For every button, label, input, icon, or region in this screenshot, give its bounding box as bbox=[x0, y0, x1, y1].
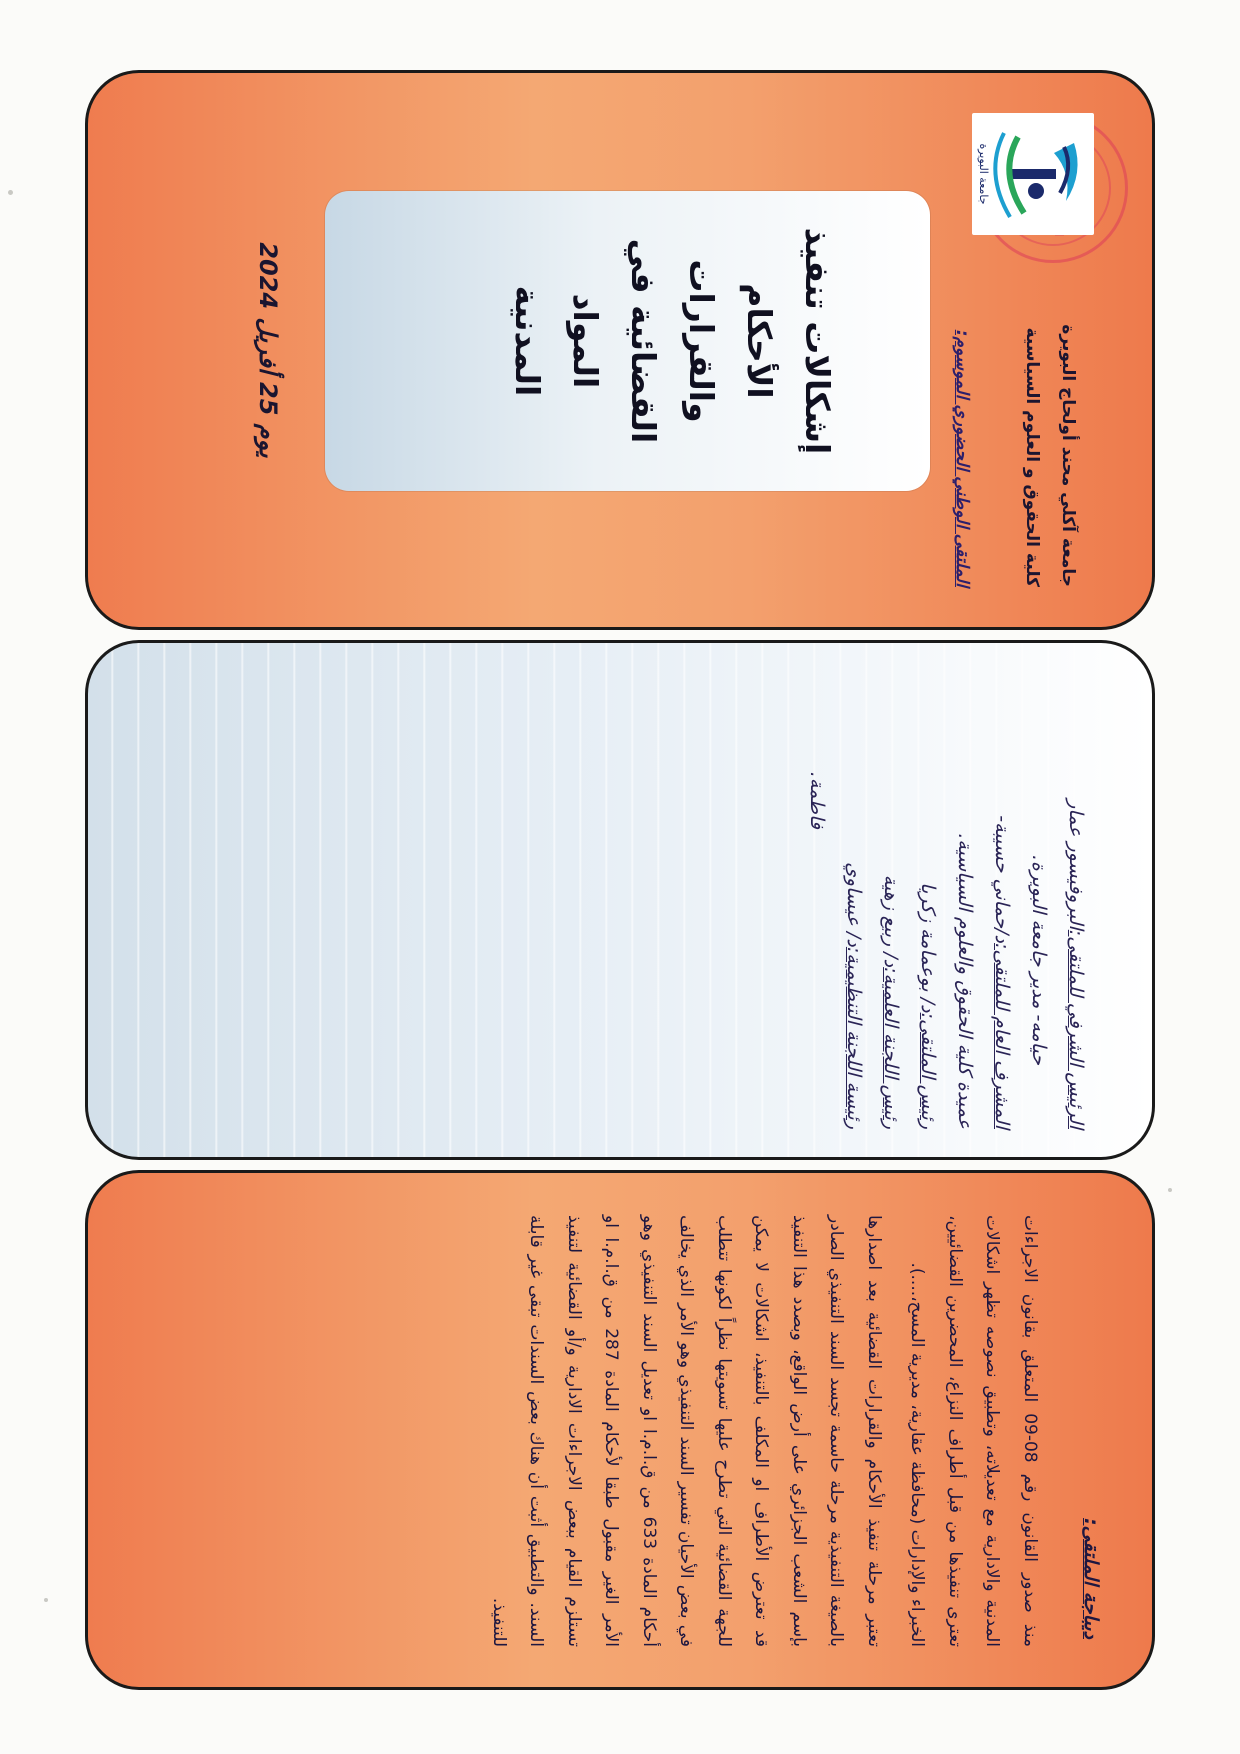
committee-line bbox=[798, 691, 835, 1129]
committee-role: المشرف العام للملتقى: bbox=[991, 943, 1013, 1129]
title-line: إشكالات تنفيذ الأحكام bbox=[740, 227, 837, 455]
university-logo-icon bbox=[972, 113, 1094, 235]
logo-caption: جامعة البويرة bbox=[977, 143, 990, 205]
rationale-paragraph: تعتبر مرحلة تنفيذ الأحكام والقرارات القضائية بعد اصدارها بالصيغة التنفيذية مرحلة حاسمة تجسد السند التنفيذي الصادر بإسم الشعب الجزائري على أرض الواقع، وبصدد هذا التنفيذ قد تعترض الأطراف او المكلف بالتنفيذ، اشكالات لا يمكن للجهة القضائية التي تطرح عليها تسويتها نظراً لكونها تتطلب في بعض الأحيان تفسير السند التنفيذي وهو الأمر الذي يخالف أحكام المادة 633 من ق.ا.م.ا او تعديل السند التنفيذي وهو الأمر الغير مقبول طبقا لأحكام المادة 287 من ق.ا.م.ا او تستلزم القيام ببعض الاجراءات الادارية و/أو القضائية لتنفيذ السند. والتطبيق أثبت أن هناك بعض السندات تبقى غير قابلة للتنفيذ. bbox=[489, 1215, 884, 1648]
committee-role: رئيسة اللجنة التنظيمية: bbox=[843, 946, 865, 1129]
committee-list bbox=[798, 691, 1094, 1129]
committee-member: د/ بوعمامة زكريا bbox=[917, 882, 939, 1013]
cover-panel bbox=[85, 70, 1155, 630]
committee-line bbox=[835, 691, 872, 1129]
committee-member: د/حماني حسيبة- bbox=[991, 815, 1013, 944]
committee-line bbox=[872, 691, 909, 1129]
university-logo bbox=[972, 113, 1094, 235]
university-name: جامعة آكلي محند أولحاج البويرة bbox=[1058, 324, 1078, 587]
committee-role: رئيس اللجنة العلمية: bbox=[880, 967, 902, 1129]
committee-role: رئيس الملتقى: bbox=[917, 1012, 939, 1129]
committee-member: د/ عيساوي bbox=[843, 862, 865, 947]
committee-member: د/ ربيع زهية bbox=[880, 874, 902, 968]
rationale-heading: ديباجة الملتقى: bbox=[1080, 1518, 1102, 1639]
rationale-body bbox=[474, 1215, 1049, 1647]
title-line: المدنية bbox=[508, 285, 547, 397]
title-line: والقرارات القضائية في المواد bbox=[566, 238, 721, 444]
committee-member: البروفيسور عمار bbox=[1065, 799, 1087, 930]
committee-member: عميدة كلية الحقوق والعلوم السياسية. bbox=[954, 833, 976, 1129]
committee-line bbox=[1020, 691, 1057, 1129]
title-box bbox=[325, 191, 930, 491]
committee-line bbox=[909, 691, 946, 1129]
committee-role: الرئيس الشرفي للملتقى: bbox=[1065, 929, 1087, 1129]
event-title bbox=[498, 191, 846, 491]
committee-member: فاطمة. bbox=[806, 771, 828, 829]
forum-name: الملتقى الوطني الحضوري الموسوم: bbox=[952, 329, 972, 587]
committee-member: حيامه- مدير جامعة البويرة. bbox=[1028, 855, 1050, 1065]
committee-line bbox=[983, 691, 1020, 1129]
committee-line bbox=[946, 691, 983, 1129]
rationale-panel bbox=[85, 1170, 1155, 1690]
rationale-paragraph: منذ صدور القانون رقم 08-09 المتعلق بقانون الاجراءات المدنية والادارية مع تعديلاته، وتطبيق نصوصه تظهر اشكالات تعترى تنفيذها من قبل أطراف النزاع، المحضرين القضائيين، الخبراء والإدارات (محافظة عقارية، مديرية المسح،....). bbox=[907, 1215, 1040, 1647]
institution-block bbox=[1014, 251, 1086, 587]
event-date: يوم 25 أفريل 2024 bbox=[254, 242, 282, 458]
faculty-name: كلية الحقوق و العلوم السياسية bbox=[1022, 327, 1042, 587]
committee-panel bbox=[85, 640, 1155, 1160]
committee-line bbox=[1057, 691, 1094, 1129]
